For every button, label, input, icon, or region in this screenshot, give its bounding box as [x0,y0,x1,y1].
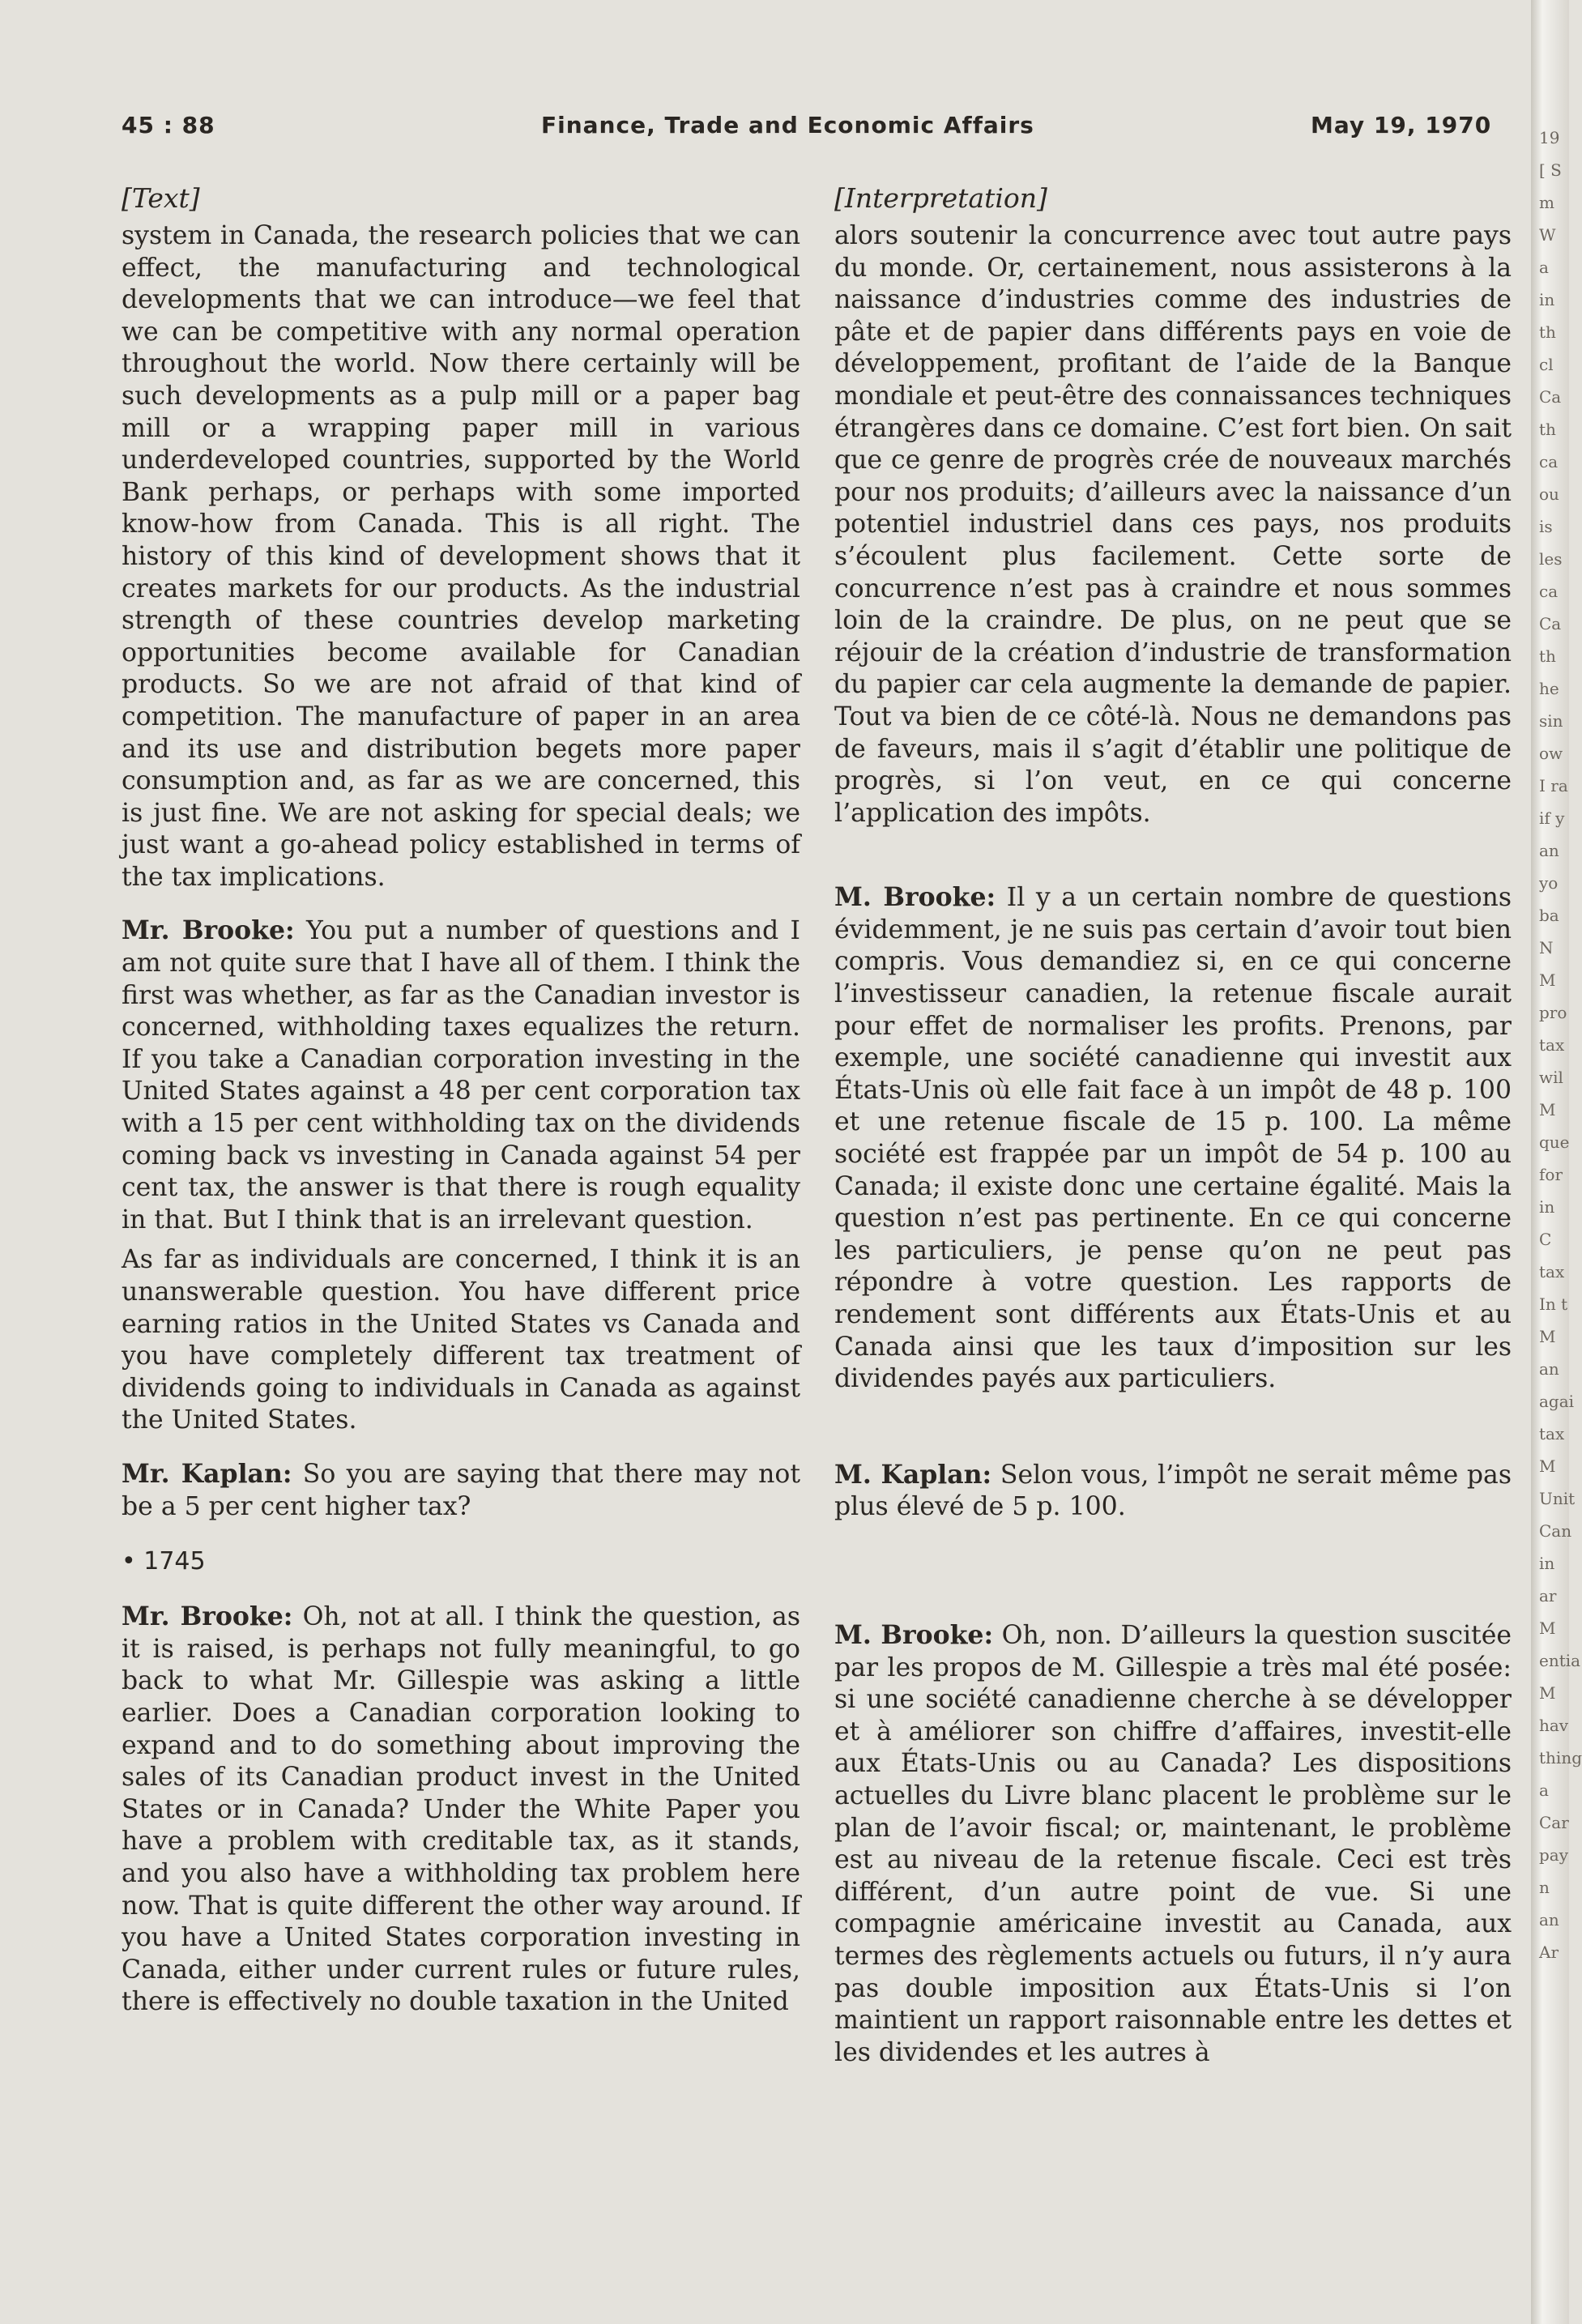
paragraph: As far as individuals are concerned, I think it is an unanswerable question. You have different price earning ratios in the United States vs Canada and you have completely different tax treatment of dividends going to individuals in Canada as against the United States. [122,1245,800,1435]
page-date: May 19, 1970 [1311,112,1492,139]
page-number: 45 : 88 [122,112,215,139]
paragraph-text: So you are saying that there may not be a 5 per cent higher tax? [122,1459,800,1521]
paragraph-text: You put a number of questions and I am not quite sure that I have all of them. I think the first was whether, as far as the Canadian investor is concerned, withholding taxes equalizes the return. If you take a Canadian corporation investing in the United States against a 48 per cent corporation tax with a 15 per cent withholding tax on the dividends coming back vs investing in Canada against 54 per cent tax, the answer is that there is rough equality in that. But I think that is an irrelevant question. [122,916,800,1234]
speaker-name: M. Kaplan: [834,1459,992,1490]
speaker-name: Mr. Kaplan: [122,1458,292,1489]
time-marker: • 1745 [122,1547,206,1576]
paragraph [122,1601,800,2019]
speaker-name: Mr. Brooke: [122,915,295,946]
speaker-name: M. Brooke: [834,882,996,913]
paragraph [834,1619,1512,2069]
paragraph [122,915,800,1236]
paragraph-text: Oh, not at all. I think the question, as it is raised, is perhaps not fully meaningful, to go back to what Mr. Gillespie was asking a little earlier. Does a Canadian corporation looking to expand and to do something about improving the sales of its Canadian product invest in the United States or in Canada? Under the White Paper you have a problem with creditable tax, as it stands, and you also have a withholding tax problem here now. That is quite different the other way around. If you have a United States corporation investing in Canada, either under current rules or future rules, there is effectively no double taxation in the United [122,1602,800,2017]
paragraph [834,1459,1512,1524]
paragraph-text: Selon vous, l’impôt ne serait même pas plus élevé de 5 p. 100. [834,1460,1512,1522]
column-label: [Interpretation] [834,182,1047,214]
next-page-edge-text: 19 [ S m W a in th cl Ca th ca ou is les ca Ca th he sin ow I ra if y an yo ba N M pro tax wil M que for in C tax In t M an agai tax M Unit Can in ar M entia M hav thing a Car pay n an Ar [1539,128,1582,1962]
french-column [834,180,1512,2069]
paragraph [834,881,1512,1396]
english-column [122,180,800,2019]
column-label: [Text] [122,182,200,214]
paragraph: system in Canada, the research policies that we can effect, the manufacturing and technological developments that we can introduce—we feel that we can be competitive with any normal operation throughout the world. Now there certainly will be such developments as a pulp mill or a paper bag mill or a wrapping paper mill in various underdeveloped countries, supported by the World Bank perhaps, or perhaps with some imported know-how from Canada. This is all right. The history of this kind of development shows that it creates markets for our products. As the industrial strength of these countries develop marketing opportunities become available for Canadian products. So we are not afraid of that kind of competition. The manufacture of paper in an area and its use and distribution begets more paper consumption and, as far as we are concerned, this is just fine. We are not asking for special deals; we just want a go-ahead policy established in terms of the tax implications. [122,221,800,892]
paragraph-text: Oh, non. D’ailleurs la question suscitée par les propos de M. Gillespie a très mal été posée: si une société canadienne cherche à se développer et à améliorer son chiffre d’affaires, investit-elle aux États-Unis ou au Canada? Les dispositions actuelles du Livre blanc placent le problème sur le plan de l’avoir fiscal; or, maintenant, le problème est au niveau de la retenue fiscale. Ceci est très différent, d’un autre point de vue. Si une compagnie américaine investit au Canada, aux termes des règlements actuels ou futurs, il n’y aura pas double imposition aux États-Unis si l’on maintient un rapport raisonnable entre les dettes et les dividendes et les autres à [834,1620,1512,2067]
paragraph-text: Il y a un certain nombre de questions évidemment, je ne suis pas certain d’avoir tout bien compris. Vous demandiez si, en ce qui concerne l’investisseur canadien, la retenue fiscale aurait pour effet de normaliser les profits. Prenons, par exemple, une société canadienne qui investit aux États-Unis où elle fait face à un impôt de 48 p. 100 et une retenue fiscale de 15 p. 100. La même société est frappée par un impôt de 54 p. 100 au Canada; il existe donc une certaine égalité. Mais la question n’est pas pertinente. En ce qui concerne les particuliers, je pense qu’on ne peut pas répondre à votre question. Les rapports de rendement sont différents aux États-Unis et au Canada ainsi que les taux d’imposition sur les dividendes payés aux particuliers. [834,883,1512,1394]
speaker-name: Mr. Brooke: [122,1601,293,1632]
paragraph [122,1458,800,1523]
paragraph: alors soutenir la concurrence avec tout autre pays du monde. Or, certainement, nous assisterons à la naissance d’industries comme des industries de pâte et de papier dans différents pays en voie de développement, profitant de l’aide de la Banque mondiale et peut-être des connaissances techniques étrangères dans ce domaine. C’est fort bien. On sait que ce genre de progrès crée de nouveaux marchés pour nos produits; d’ailleurs avec la naissance d’un potentiel industriel dans ces pays, nos produits s’écoulent plus facilement. Cette sorte de concurrence n’est pas à craindre et nous sommes loin de la craindre. De plus, on ne peut que se réjouir de la création d’industrie de transformation du papier car cela augmente la demande de papier. Tout va bien de ce côté-là. Nous ne demandons pas de faveurs, mais il s’agit d’établir une politique de progrès, si l’on veut, en ce qui concerne l’application des impôts. [834,221,1512,828]
speaker-name: M. Brooke: [834,1619,994,1650]
running-title: Finance, Trade and Economic Affairs [541,112,1034,139]
